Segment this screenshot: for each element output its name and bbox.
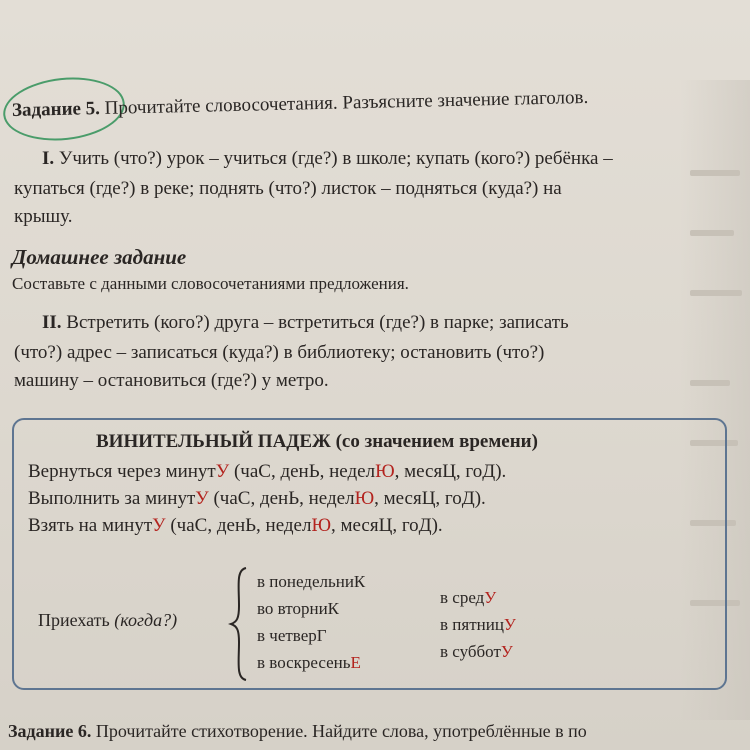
task6-heading — [8, 721, 587, 742]
part2-text-line1: Встретить (кого?) друга – встретиться (где?) в парке; записать — [66, 312, 569, 333]
day-saturday: в субботУ — [440, 642, 513, 661]
day-monday: в понедельниК — [257, 572, 366, 591]
arrive-label: Приехать (когда?) — [38, 610, 178, 630]
part1-line1 — [14, 148, 613, 170]
part2-line3: машину – остановиться (где?) у метро. — [14, 370, 329, 391]
rule-box — [12, 418, 727, 690]
task5-label: Задание 5. — [11, 98, 101, 121]
day-friday: в пятницУ — [440, 615, 516, 634]
rule-box-title: ВИНИТЕЛЬНЫЙ ПАДЕЖ (со значением времени) — [96, 431, 538, 452]
rule-row-1: Вернуться через минутУ (чаС, денЬ, неделЮ, месяЦ, гоД). — [28, 461, 507, 482]
part2-numeral: II. — [42, 312, 62, 333]
day-thursday: в четверГ — [257, 626, 327, 645]
task5-text: Прочитайте словосочетания. Разъясните значение глаголов. — [104, 86, 589, 119]
part1-numeral: I. — [42, 148, 55, 169]
task6-label: Задание 6. — [8, 721, 92, 741]
day-tuesday: во вторниК — [257, 599, 340, 618]
part1-line2: купаться (где?) в реке; поднять (что?) листок – подняться (куда?) на — [14, 178, 562, 199]
part1-text-line1: Учить (что?) урок – учиться (где?) в школе; купать (кого?) ребёнка – — [58, 148, 613, 169]
curly-brace-icon — [228, 566, 250, 682]
rule-row-2: Выполнить за минутУ (чаС, денЬ, неделЮ, месяЦ, гоД). — [28, 488, 486, 509]
task6-text: Прочитайте стихотворение. Найдите слова, употреблённые в по — [95, 721, 587, 741]
part2-line2: (что?) адрес – записаться (куда?) в библиотеку; остановить (что?) — [14, 342, 545, 363]
homework-title: Домашнее задание — [12, 245, 187, 269]
day-wednesday: в средУ — [440, 588, 497, 607]
part2-line1 — [14, 312, 569, 334]
day-sunday: в воскресеньЕ — [257, 653, 361, 672]
homework-subtitle: Составьте с данными словосочетаниями предложения. — [12, 274, 409, 293]
part1-line3: крышу. — [14, 206, 73, 227]
rule-row-3: Взять на минутУ (чаС, денЬ, неделЮ, месяЦ, гоД). — [28, 515, 443, 536]
